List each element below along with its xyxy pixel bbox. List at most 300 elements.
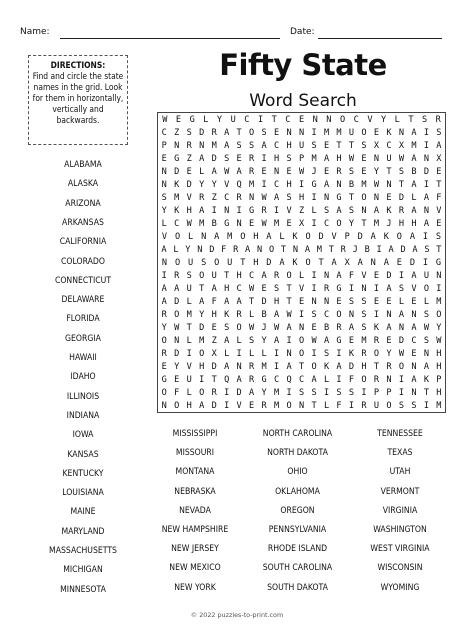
grid-letter[interactable]: S bbox=[361, 297, 367, 307]
grid-letter[interactable]: R bbox=[323, 284, 330, 294]
grid-letter[interactable]: E bbox=[386, 297, 392, 307]
grid-letter[interactable]: S bbox=[286, 193, 292, 203]
grid-letter[interactable]: N bbox=[286, 349, 292, 359]
grid-letter[interactable]: I bbox=[298, 310, 305, 320]
grid-letter[interactable]: S bbox=[435, 232, 442, 242]
grid-letter[interactable]: Q bbox=[236, 180, 242, 190]
grid-letter[interactable]: E bbox=[249, 401, 255, 411]
grid-letter[interactable]: W bbox=[261, 193, 267, 203]
grid-letter[interactable]: U bbox=[188, 258, 194, 268]
grid-letter[interactable]: W bbox=[274, 323, 280, 333]
grid-letter[interactable]: O bbox=[199, 271, 205, 281]
grid-letter[interactable]: Y bbox=[216, 115, 223, 125]
grid-letter[interactable]: W bbox=[311, 336, 317, 346]
grid-letter[interactable]: W bbox=[162, 115, 168, 125]
grid-letter[interactable]: E bbox=[411, 349, 417, 359]
grid-letter[interactable]: O bbox=[396, 232, 402, 242]
grid-letter[interactable]: E bbox=[249, 219, 255, 229]
grid-letter[interactable]: O bbox=[336, 310, 342, 320]
grid-letter[interactable]: N bbox=[161, 180, 167, 190]
grid-letter[interactable]: S bbox=[398, 167, 405, 177]
grid-letter[interactable]: O bbox=[386, 401, 392, 411]
grid-letter[interactable]: D bbox=[423, 167, 429, 177]
grid-letter[interactable]: V bbox=[186, 362, 192, 372]
grid-letter[interactable]: E bbox=[274, 128, 280, 138]
grid-letter[interactable]: S bbox=[311, 141, 317, 151]
grid-letter[interactable]: S bbox=[424, 245, 430, 255]
grid-letter[interactable]: T bbox=[373, 362, 380, 372]
grid-letter[interactable]: A bbox=[286, 323, 292, 333]
grid-letter[interactable]: M bbox=[174, 193, 180, 203]
grid-letter[interactable]: I bbox=[186, 349, 192, 359]
grid-letter[interactable]: O bbox=[236, 323, 242, 333]
grid-letter[interactable]: K bbox=[386, 128, 392, 138]
grid-letter[interactable]: A bbox=[199, 297, 205, 307]
grid-letter[interactable]: O bbox=[361, 128, 367, 138]
grid-letter[interactable]: I bbox=[224, 388, 230, 398]
grid-letter[interactable]: L bbox=[186, 388, 192, 398]
grid-letter[interactable]: M bbox=[361, 180, 367, 190]
grid-letter[interactable]: E bbox=[373, 271, 380, 281]
grid-letter[interactable]: S bbox=[186, 128, 192, 138]
grid-letter[interactable]: M bbox=[199, 336, 205, 346]
grid-letter[interactable]: C bbox=[386, 141, 392, 151]
grid-letter[interactable]: N bbox=[161, 167, 167, 177]
grid-letter[interactable]: H bbox=[436, 388, 442, 398]
grid-letter[interactable]: O bbox=[214, 258, 220, 268]
grid-letter[interactable]: H bbox=[286, 180, 292, 190]
grid-letter[interactable]: D bbox=[211, 154, 217, 164]
grid-letter[interactable]: A bbox=[383, 258, 389, 268]
grid-letter[interactable]: L bbox=[186, 336, 192, 346]
grid-letter[interactable]: L bbox=[279, 232, 285, 242]
grid-letter[interactable]: I bbox=[274, 362, 280, 372]
grid-letter[interactable]: S bbox=[261, 128, 267, 138]
grid-letter[interactable]: M bbox=[411, 141, 417, 151]
grid-letter[interactable]: D bbox=[261, 297, 267, 307]
grid-letter[interactable]: K bbox=[292, 232, 298, 242]
grid-letter[interactable]: I bbox=[423, 141, 429, 151]
grid-letter[interactable]: K bbox=[348, 349, 355, 359]
grid-letter[interactable]: A bbox=[236, 297, 242, 307]
grid-letter[interactable]: L bbox=[224, 349, 230, 359]
grid-letter[interactable]: S bbox=[348, 388, 355, 398]
grid-letter[interactable]: Y bbox=[386, 349, 392, 359]
grid-letter[interactable]: Y bbox=[261, 388, 267, 398]
grid-letter[interactable]: A bbox=[224, 141, 230, 151]
grid-letter[interactable]: N bbox=[326, 115, 332, 125]
grid-letter[interactable]: S bbox=[323, 349, 330, 359]
grid-letter[interactable]: I bbox=[311, 284, 317, 294]
grid-letter[interactable]: T bbox=[286, 297, 292, 307]
grid-letter[interactable]: D bbox=[318, 232, 324, 242]
grid-letter[interactable]: P bbox=[373, 388, 380, 398]
grid-letter[interactable]: T bbox=[211, 375, 217, 385]
grid-letter[interactable]: U bbox=[211, 271, 217, 281]
grid-letter[interactable]: B bbox=[261, 310, 267, 320]
grid-letter[interactable]: E bbox=[323, 167, 330, 177]
grid-letter[interactable]: I bbox=[398, 375, 405, 385]
grid-letter[interactable]: W bbox=[436, 336, 442, 346]
grid-letter[interactable]: N bbox=[292, 245, 299, 255]
grid-letter[interactable]: E bbox=[286, 219, 292, 229]
grid-letter[interactable]: M bbox=[261, 362, 267, 372]
grid-letter[interactable]: N bbox=[323, 193, 330, 203]
grid-letter[interactable]: Y bbox=[174, 362, 180, 372]
grid-letter[interactable]: D bbox=[209, 245, 215, 255]
grid-letter[interactable]: V bbox=[436, 206, 442, 216]
grid-letter[interactable]: R bbox=[236, 310, 242, 320]
grid-letter[interactable]: D bbox=[357, 232, 363, 242]
grid-letter[interactable]: H bbox=[186, 401, 192, 411]
grid-letter[interactable]: C bbox=[353, 115, 359, 125]
grid-letter[interactable]: V bbox=[411, 284, 417, 294]
grid-letter[interactable]: V bbox=[186, 193, 192, 203]
grid-letter[interactable]: X bbox=[344, 258, 350, 268]
grid-letter[interactable]: R bbox=[249, 362, 255, 372]
grid-letter[interactable]: H bbox=[361, 362, 367, 372]
grid-letter[interactable]: M bbox=[199, 219, 205, 229]
grid-letter[interactable]: S bbox=[348, 297, 355, 307]
grid-letter[interactable]: I bbox=[311, 349, 317, 359]
grid-letter[interactable]: V bbox=[161, 232, 168, 242]
grid-letter[interactable]: K bbox=[386, 206, 392, 216]
grid-letter[interactable]: Y bbox=[199, 310, 205, 320]
grid-letter[interactable]: N bbox=[323, 297, 330, 307]
grid-letter[interactable]: G bbox=[336, 193, 342, 203]
grid-letter[interactable]: N bbox=[423, 349, 429, 359]
grid-letter[interactable]: T bbox=[436, 245, 442, 255]
grid-letter[interactable]: N bbox=[298, 401, 305, 411]
grid-letter[interactable]: S bbox=[398, 284, 405, 294]
grid-letter[interactable]: K bbox=[323, 362, 330, 372]
grid-letter[interactable]: A bbox=[211, 167, 217, 177]
grid-letter[interactable]: N bbox=[298, 323, 305, 333]
grid-letter[interactable]: G bbox=[311, 180, 317, 190]
grid-letter[interactable]: I bbox=[423, 180, 429, 190]
grid-letter[interactable]: M bbox=[336, 128, 342, 138]
grid-letter[interactable]: I bbox=[311, 219, 317, 229]
grid-letter[interactable]: H bbox=[186, 206, 192, 216]
grid-letter[interactable]: L bbox=[323, 375, 330, 385]
grid-letter[interactable]: A bbox=[373, 206, 380, 216]
grid-letter[interactable]: L bbox=[323, 401, 330, 411]
grid-letter[interactable]: L bbox=[261, 349, 267, 359]
grid-letter[interactable]: O bbox=[298, 349, 305, 359]
grid-letter[interactable]: N bbox=[323, 271, 330, 281]
grid-letter[interactable]: I bbox=[422, 258, 429, 268]
grid-letter[interactable]: W bbox=[373, 180, 380, 190]
grid-letter[interactable]: S bbox=[311, 310, 317, 320]
grid-letter[interactable]: C bbox=[323, 219, 330, 229]
grid-letter[interactable]: H bbox=[211, 310, 217, 320]
grid-letter[interactable]: D bbox=[199, 128, 205, 138]
grid-letter[interactable]: K bbox=[174, 206, 180, 216]
grid-letter[interactable]: V bbox=[361, 271, 367, 281]
grid-letter[interactable]: C bbox=[236, 284, 242, 294]
grid-letter[interactable]: A bbox=[423, 362, 429, 372]
grid-letter[interactable]: R bbox=[174, 271, 180, 281]
grid-letter[interactable]: T bbox=[436, 180, 442, 190]
grid-letter[interactable]: N bbox=[224, 206, 230, 216]
grid-letter[interactable]: N bbox=[436, 271, 442, 281]
grid-letter[interactable]: E bbox=[361, 154, 367, 164]
grid-letter[interactable]: E bbox=[161, 154, 167, 164]
grid-letter[interactable]: I bbox=[161, 271, 167, 281]
grid-letter[interactable]: N bbox=[236, 219, 242, 229]
grid-letter[interactable]: M bbox=[211, 141, 217, 151]
grid-letter[interactable]: L bbox=[236, 336, 242, 346]
grid-letter[interactable]: X bbox=[436, 154, 442, 164]
grid-letter[interactable]: E bbox=[186, 167, 192, 177]
grid-letter[interactable]: H bbox=[436, 362, 442, 372]
grid-letter[interactable]: F bbox=[211, 297, 217, 307]
grid-letter[interactable]: D bbox=[186, 180, 192, 190]
grid-letter[interactable]: A bbox=[336, 271, 342, 281]
grid-letter[interactable]: A bbox=[161, 297, 167, 307]
grid-letter[interactable]: T bbox=[348, 141, 355, 151]
grid-letter[interactable]: W bbox=[249, 284, 255, 294]
grid-letter[interactable]: R bbox=[249, 375, 255, 385]
grid-letter[interactable]: T bbox=[271, 115, 277, 125]
grid-letter[interactable]: T bbox=[286, 284, 292, 294]
grid-letter[interactable]: I bbox=[373, 310, 380, 320]
grid-letter[interactable]: U bbox=[386, 154, 392, 164]
grid-letter[interactable]: E bbox=[386, 193, 392, 203]
grid-letter[interactable]: N bbox=[361, 206, 367, 216]
grid-letter[interactable]: M bbox=[274, 401, 280, 411]
grid-letter[interactable]: S bbox=[249, 336, 255, 346]
grid-letter[interactable]: J bbox=[261, 323, 267, 333]
grid-letter[interactable]: P bbox=[344, 232, 350, 242]
grid-letter[interactable]: A bbox=[436, 141, 442, 151]
grid-letter[interactable]: S bbox=[274, 284, 280, 294]
grid-letter[interactable]: E bbox=[373, 128, 380, 138]
grid-letter[interactable]: N bbox=[411, 388, 417, 398]
grid-letter[interactable]: I bbox=[361, 388, 367, 398]
grid-letter[interactable]: T bbox=[311, 401, 317, 411]
grid-letter[interactable]: T bbox=[423, 388, 429, 398]
grid-letter[interactable]: G bbox=[174, 154, 180, 164]
grid-letter[interactable]: I bbox=[274, 349, 280, 359]
grid-letter[interactable]: N bbox=[411, 362, 417, 372]
grid-letter[interactable]: D bbox=[398, 336, 405, 346]
grid-letter[interactable]: D bbox=[348, 362, 355, 372]
grid-letter[interactable]: A bbox=[161, 245, 167, 255]
grid-letter[interactable]: I bbox=[311, 271, 317, 281]
grid-letter[interactable]: L bbox=[423, 297, 429, 307]
grid-letter[interactable]: S bbox=[348, 167, 355, 177]
grid-letter[interactable]: E bbox=[373, 297, 380, 307]
grid-letter[interactable]: M bbox=[186, 310, 192, 320]
grid-letter[interactable]: A bbox=[211, 284, 217, 294]
grid-letter[interactable]: S bbox=[224, 323, 230, 333]
grid-letter[interactable]: T bbox=[328, 245, 334, 255]
grid-letter[interactable]: G bbox=[261, 375, 267, 385]
grid-letter[interactable]: H bbox=[274, 154, 280, 164]
grid-letter[interactable]: W bbox=[348, 154, 355, 164]
grid-letter[interactable]: F bbox=[436, 193, 442, 203]
grid-letter[interactable]: A bbox=[411, 271, 417, 281]
grid-letter[interactable]: M bbox=[274, 388, 280, 398]
grid-letter[interactable]: W bbox=[298, 167, 305, 177]
grid-letter[interactable]: O bbox=[361, 193, 367, 203]
grid-letter[interactable]: R bbox=[373, 336, 380, 346]
grid-letter[interactable]: H bbox=[436, 349, 442, 359]
grid-letter[interactable]: Y bbox=[211, 180, 217, 190]
grid-letter[interactable]: Y bbox=[185, 245, 191, 255]
grid-letter[interactable]: F bbox=[348, 271, 355, 281]
grid-letter[interactable]: E bbox=[396, 258, 402, 268]
grid-letter[interactable]: Y bbox=[373, 167, 380, 177]
grid-letter[interactable]: M bbox=[227, 232, 233, 242]
grid-letter[interactable]: M bbox=[323, 128, 330, 138]
grid-letter[interactable]: N bbox=[286, 128, 292, 138]
grid-letter[interactable]: A bbox=[388, 245, 394, 255]
grid-letter[interactable]: E bbox=[298, 297, 305, 307]
grid-letter[interactable]: A bbox=[214, 232, 220, 242]
grid-letter[interactable]: X bbox=[211, 349, 217, 359]
grid-letter[interactable]: A bbox=[286, 362, 292, 372]
grid-letter[interactable]: A bbox=[199, 154, 205, 164]
grid-letter[interactable]: M bbox=[361, 336, 367, 346]
grid-letter[interactable]: A bbox=[411, 206, 417, 216]
grid-letter[interactable]: A bbox=[423, 193, 429, 203]
grid-letter[interactable]: V bbox=[298, 284, 305, 294]
grid-letter[interactable]: I bbox=[423, 401, 429, 411]
grid-letter[interactable]: I bbox=[336, 375, 342, 385]
grid-letter[interactable]: N bbox=[161, 258, 168, 268]
grid-letter[interactable]: A bbox=[274, 336, 280, 346]
grid-letter[interactable]: R bbox=[211, 388, 217, 398]
grid-letter[interactable]: A bbox=[236, 167, 242, 177]
grid-letter[interactable]: G bbox=[161, 375, 167, 385]
grid-letter[interactable]: D bbox=[199, 323, 205, 333]
grid-letter[interactable]: I bbox=[348, 284, 355, 294]
grid-letter[interactable]: O bbox=[305, 232, 311, 242]
grid-letter[interactable]: F bbox=[174, 388, 180, 398]
grid-letter[interactable]: T bbox=[186, 323, 192, 333]
grid-letter[interactable]: O bbox=[398, 362, 405, 372]
grid-letter[interactable]: E bbox=[436, 219, 442, 229]
grid-letter[interactable]: Z bbox=[211, 336, 217, 346]
grid-letter[interactable]: W bbox=[186, 219, 192, 229]
grid-letter[interactable]: N bbox=[386, 375, 392, 385]
grid-letter[interactable]: O bbox=[311, 362, 317, 372]
grid-letter[interactable]: G bbox=[249, 206, 255, 216]
grid-letter[interactable]: O bbox=[286, 271, 292, 281]
grid-letter[interactable]: I bbox=[286, 336, 292, 346]
grid-letter[interactable]: A bbox=[423, 219, 429, 229]
grid-letter[interactable]: W bbox=[174, 323, 180, 333]
grid-letter[interactable]: L bbox=[298, 271, 305, 281]
grid-letter[interactable]: A bbox=[412, 245, 418, 255]
grid-letter[interactable]: L bbox=[311, 206, 317, 216]
grid-letter[interactable]: F bbox=[336, 401, 342, 411]
grid-letter[interactable]: R bbox=[249, 167, 255, 177]
grid-letter[interactable]: Y bbox=[348, 219, 355, 229]
grid-letter[interactable]: W bbox=[398, 154, 405, 164]
grid-letter[interactable]: E bbox=[286, 167, 292, 177]
grid-letter[interactable]: H bbox=[298, 193, 305, 203]
grid-letter[interactable]: Y bbox=[161, 206, 167, 216]
grid-letter[interactable]: R bbox=[386, 362, 392, 372]
grid-letter[interactable]: C bbox=[224, 193, 230, 203]
grid-letter[interactable]: G bbox=[435, 258, 442, 268]
grid-letter[interactable]: N bbox=[370, 258, 376, 268]
grid-letter[interactable]: O bbox=[249, 128, 255, 138]
grid-letter[interactable]: A bbox=[224, 128, 230, 138]
grid-letter[interactable]: O bbox=[339, 115, 346, 125]
grid-letter[interactable]: T bbox=[386, 167, 392, 177]
grid-letter[interactable]: S bbox=[311, 388, 317, 398]
grid-letter[interactable]: A bbox=[386, 323, 392, 333]
grid-letter[interactable]: A bbox=[249, 388, 255, 398]
grid-letter[interactable]: Z bbox=[174, 128, 180, 138]
grid-letter[interactable]: S bbox=[201, 258, 207, 268]
grid-letter[interactable]: S bbox=[361, 310, 367, 320]
grid-letter[interactable]: S bbox=[361, 141, 367, 151]
grid-letter[interactable]: H bbox=[274, 297, 280, 307]
grid-letter[interactable]: R bbox=[261, 401, 267, 411]
grid-letter[interactable]: O bbox=[436, 310, 442, 320]
grid-letter[interactable]: L bbox=[398, 297, 405, 307]
grid-letter[interactable]: S bbox=[398, 401, 405, 411]
grid-letter[interactable]: N bbox=[411, 310, 417, 320]
grid-letter[interactable]: U bbox=[227, 258, 233, 268]
grid-letter[interactable]: I bbox=[311, 193, 317, 203]
grid-letter[interactable]: O bbox=[305, 258, 311, 268]
grid-letter[interactable]: Q bbox=[224, 375, 230, 385]
grid-letter[interactable]: H bbox=[236, 271, 242, 281]
grid-letter[interactable]: T bbox=[318, 258, 324, 268]
grid-letter[interactable]: T bbox=[298, 362, 305, 372]
grid-letter[interactable]: L bbox=[186, 297, 192, 307]
grid-letter[interactable]: A bbox=[224, 336, 230, 346]
grid-letter[interactable]: E bbox=[174, 375, 180, 385]
grid-letter[interactable]: M bbox=[274, 219, 280, 229]
grid-letter[interactable]: X bbox=[298, 219, 305, 229]
grid-letter[interactable]: N bbox=[161, 401, 167, 411]
grid-letter[interactable]: S bbox=[423, 336, 429, 346]
grid-letter[interactable]: B bbox=[364, 245, 370, 255]
grid-letter[interactable]: S bbox=[361, 323, 367, 333]
grid-letter[interactable]: U bbox=[186, 375, 192, 385]
grid-letter[interactable]: H bbox=[253, 258, 259, 268]
grid-letter[interactable]: A bbox=[411, 180, 417, 190]
grid-letter[interactable]: A bbox=[224, 362, 230, 372]
grid-letter[interactable]: E bbox=[436, 167, 442, 177]
grid-letter[interactable]: R bbox=[373, 375, 380, 385]
grid-letter[interactable]: Y bbox=[380, 115, 387, 125]
grid-letter[interactable]: O bbox=[199, 388, 205, 398]
grid-letter[interactable]: N bbox=[257, 245, 263, 255]
grid-letter[interactable]: O bbox=[199, 349, 205, 359]
grid-letter[interactable]: Y bbox=[261, 336, 267, 346]
grid-letter[interactable]: H bbox=[224, 284, 230, 294]
grid-letter[interactable]: G bbox=[224, 219, 230, 229]
grid-letter[interactable]: K bbox=[423, 375, 429, 385]
grid-letter[interactable]: T bbox=[336, 141, 342, 151]
grid-letter[interactable]: O bbox=[373, 349, 380, 359]
grid-letter[interactable]: R bbox=[186, 141, 192, 151]
grid-letter[interactable]: G bbox=[189, 115, 195, 125]
grid-letter[interactable]: H bbox=[411, 219, 417, 229]
grid-letter[interactable]: U bbox=[373, 401, 380, 411]
grid-letter[interactable]: O bbox=[336, 219, 342, 229]
grid-letter[interactable]: E bbox=[236, 154, 242, 164]
grid-letter[interactable]: E bbox=[323, 141, 330, 151]
